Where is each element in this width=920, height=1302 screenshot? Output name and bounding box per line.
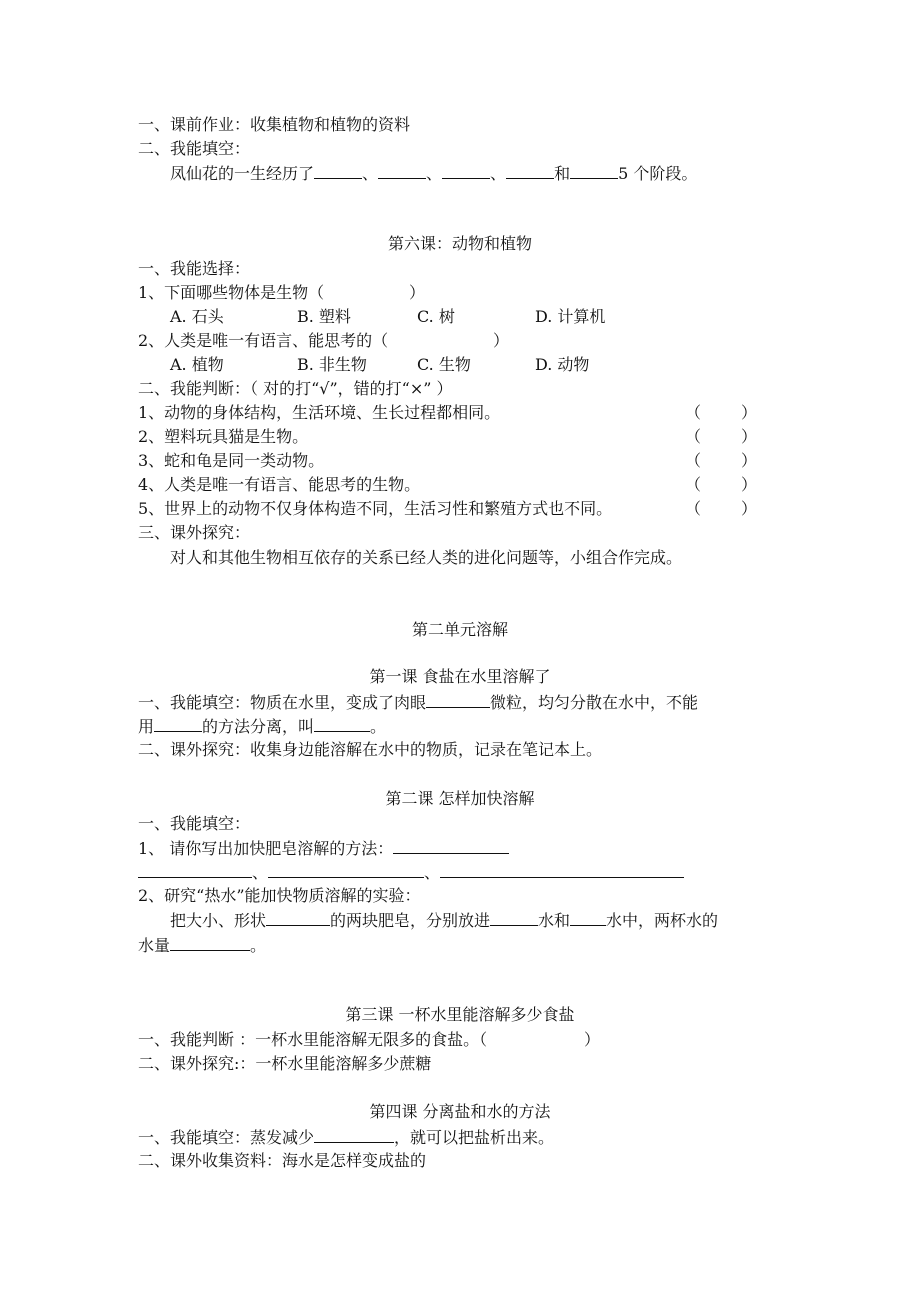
unit2-title: 第二单元溶解 bbox=[411, 620, 508, 639]
question-text-end: 5 个阶段。 bbox=[618, 164, 698, 183]
lesson2-fill-heading: 一、我能填空： bbox=[138, 814, 251, 833]
question-text: 水和 bbox=[538, 911, 571, 930]
lesson2-experiment-line-2 bbox=[138, 933, 266, 957]
choice-1-option-a[interactable]: A. 石头 bbox=[170, 307, 224, 326]
answer-blank[interactable] bbox=[570, 161, 618, 179]
lesson2-experiment-line-1 bbox=[170, 908, 718, 932]
judge-2-open-paren[interactable]: （ bbox=[685, 427, 702, 446]
answer-blank[interactable] bbox=[378, 161, 426, 179]
separator: 、 bbox=[490, 164, 507, 183]
unit2-lesson3-title: 第三课 一杯水里能溶解多少食盐 bbox=[345, 1005, 575, 1024]
question-text: 用 bbox=[138, 717, 155, 736]
judge-3-open-paren[interactable]: （ bbox=[685, 451, 702, 470]
answer-blank[interactable] bbox=[314, 1125, 394, 1143]
lesson1-explore: 二、课外探究：收集身边能溶解在水中的物质，记录在笔记本上。 bbox=[138, 740, 603, 759]
choice-2-option-b[interactable]: B. 非生物 bbox=[297, 355, 367, 374]
separator: 、 bbox=[252, 863, 269, 882]
judge-4-open-paren[interactable]: （ bbox=[685, 475, 702, 494]
lesson2-question-2: 2、研究“热水”能加快物质溶解的实验： bbox=[138, 886, 421, 905]
question-text: ，就可以把盐析出来。 bbox=[394, 1128, 555, 1147]
judge-3-close-paren: ） bbox=[741, 451, 758, 470]
judge-item-2: 2、塑料玩具猫是生物。 bbox=[138, 427, 309, 446]
homework-line: 一、课前作业：收集植物和植物的资料 bbox=[138, 115, 411, 134]
answer-blank[interactable] bbox=[490, 908, 538, 926]
answer-blank[interactable] bbox=[170, 933, 250, 951]
question-text: 一、我能填空：蒸发减少 bbox=[138, 1128, 315, 1147]
lesson1-fill-line-2 bbox=[138, 714, 386, 738]
question-text: 把大小、形状 bbox=[170, 911, 267, 930]
choice-2-option-a[interactable]: A. 植物 bbox=[170, 355, 224, 374]
lesson2-answer-line bbox=[138, 860, 684, 884]
lesson3-explore: 二、课外探究:：一杯水里能溶解多少蔗糖 bbox=[138, 1054, 432, 1073]
question-text: 1、 请你写出加快肥皂溶解的方法： bbox=[138, 839, 394, 858]
question-text: 微粒，均匀分散在水中，不能 bbox=[490, 693, 699, 712]
judge-1-close-paren: ） bbox=[741, 403, 758, 422]
question-text: 的两块肥皂，分别放进 bbox=[330, 911, 491, 930]
judge-item-5: 5、世界上的动物不仅身体构造不同，生活习性和繁殖方式也不同。 bbox=[138, 499, 613, 518]
unit2-lesson1-title: 第一课 食盐在水里溶解了 bbox=[369, 667, 551, 686]
choice-2-option-c[interactable]: C. 生物 bbox=[417, 355, 471, 374]
separator: 、 bbox=[362, 164, 379, 183]
choice-heading: 一、我能选择： bbox=[138, 259, 251, 278]
answer-blank[interactable] bbox=[426, 690, 490, 708]
judge-5-open-paren[interactable]: （ bbox=[685, 499, 702, 518]
question-text: 。 bbox=[370, 717, 387, 736]
judge-1-open-paren[interactable]: （ bbox=[685, 403, 702, 422]
lesson6-title: 第六课：动物和植物 bbox=[387, 234, 532, 253]
unit2-lesson2-title: 第二课 怎样加快溶解 bbox=[385, 789, 535, 808]
judge-heading: 二、我能判断：（ 对的打“√”，错的打“×” ） bbox=[138, 379, 453, 398]
choice-1-option-c[interactable]: C. 树 bbox=[417, 307, 455, 326]
answer-blank[interactable] bbox=[314, 714, 370, 732]
choice-1-option-b[interactable]: B. 塑料 bbox=[297, 307, 351, 326]
balsam-lifecycle-question bbox=[170, 161, 697, 185]
lesson2-question-1 bbox=[138, 836, 509, 860]
question-text: 。 bbox=[250, 936, 267, 955]
lesson4-collect: 二、课外收集资料：海水是怎样变成盐的 bbox=[138, 1151, 427, 1170]
question-text: 一、我能填空：物质在水里，变成了肉眼 bbox=[138, 693, 427, 712]
choice-2-option-d[interactable]: D. 动物 bbox=[535, 355, 590, 374]
choice-1-close-paren: ） bbox=[409, 283, 426, 302]
answer-blank[interactable] bbox=[154, 714, 202, 732]
judge-item-4: 4、人类是唯一有语言、能思考的生物。 bbox=[138, 475, 421, 494]
question-text: 凤仙花的一生经历了 bbox=[170, 164, 315, 183]
separator: 、 bbox=[426, 164, 443, 183]
lesson1-fill-line-1 bbox=[138, 690, 698, 714]
choice-question-1: 1、下面哪些物体是生物（ bbox=[138, 283, 325, 302]
judge-2-close-paren: ） bbox=[741, 427, 758, 446]
judge-5-close-paren: ） bbox=[741, 499, 758, 518]
answer-blank[interactable] bbox=[570, 908, 606, 926]
explore-text: 对人和其他生物相互依存的关系已经人类的进化问题等，小组合作完成。 bbox=[170, 548, 683, 567]
answer-blank[interactable] bbox=[506, 161, 554, 179]
choice-1-option-d[interactable]: D. 计算机 bbox=[535, 307, 606, 326]
judge-item-3: 3、蛇和龟是同一类动物。 bbox=[138, 451, 325, 470]
explore-heading: 三、课外探究： bbox=[138, 523, 251, 542]
question-text: 的方法分离，叫 bbox=[202, 717, 315, 736]
answer-blank[interactable] bbox=[314, 161, 362, 179]
answer-blank[interactable] bbox=[393, 836, 509, 854]
answer-blank[interactable] bbox=[442, 161, 490, 179]
answer-blank[interactable] bbox=[268, 860, 424, 878]
question-text: 水中，两杯水的 bbox=[606, 911, 719, 930]
unit2-lesson4-title: 第四课 分离盐和水的方法 bbox=[369, 1102, 551, 1121]
lesson3-close-paren: ） bbox=[584, 1030, 601, 1049]
lesson4-fill bbox=[138, 1125, 554, 1149]
judge-4-close-paren: ） bbox=[741, 475, 758, 494]
question-text: 水量 bbox=[138, 936, 171, 955]
fill-blank-heading: 二、我能填空： bbox=[138, 139, 251, 158]
separator: 、 bbox=[424, 863, 441, 882]
answer-blank[interactable] bbox=[266, 908, 330, 926]
judge-item-1: 1、动物的身体结构，生活环境、生长过程都相同。 bbox=[138, 403, 501, 422]
choice-2-close-paren: ） bbox=[493, 331, 510, 350]
answer-blank[interactable] bbox=[138, 860, 252, 878]
and-text: 和 bbox=[554, 164, 571, 183]
choice-question-2: 2、人类是唯一有语言、能思考的（ bbox=[138, 331, 389, 350]
lesson3-judge: 一、我能判断 ：一杯水里能溶解无限多的食盐。（ bbox=[138, 1030, 488, 1049]
answer-blank[interactable] bbox=[440, 860, 684, 878]
